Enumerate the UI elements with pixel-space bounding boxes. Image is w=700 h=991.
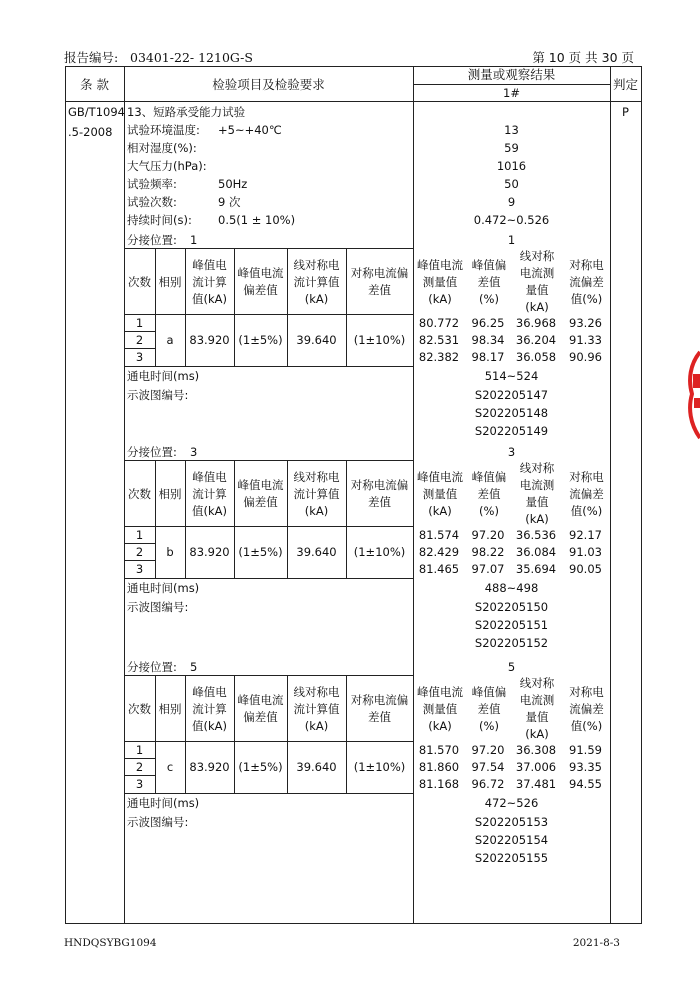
peak-measured: 81.574 bbox=[418, 528, 460, 542]
table-header-sym-dev-cell bbox=[348, 676, 411, 742]
sym-dev-value: (1±10%) bbox=[353, 760, 406, 774]
row-count: 1 bbox=[135, 528, 144, 542]
sample-header: 1# bbox=[503, 86, 520, 100]
sym-dev-value: (1±10%) bbox=[353, 545, 406, 559]
table-header-peak-calc: 峰值电流计算值(kA) bbox=[192, 469, 227, 518]
peak-measured: 81.168 bbox=[418, 777, 460, 791]
tap-value: 1 bbox=[190, 233, 198, 247]
result-header-peak-dev-cell bbox=[469, 461, 509, 527]
row-count: 3 bbox=[135, 777, 144, 791]
energize-label: 通电时间(ms) bbox=[127, 369, 200, 383]
report-number-label: 报告编号: bbox=[64, 50, 119, 65]
test-title: 13、短路承受能力试验 bbox=[127, 105, 246, 119]
table-header-peak-dev-cell bbox=[236, 249, 285, 315]
peak-deviation: 98.22 bbox=[471, 545, 505, 559]
peak-deviation: 98.34 bbox=[471, 333, 505, 347]
row-count: 1 bbox=[135, 743, 144, 757]
table-header-phase-cell bbox=[157, 676, 183, 742]
result-header-peak-dev-cell bbox=[469, 249, 509, 315]
clause-line-2: .5-2008 bbox=[68, 125, 113, 139]
line-calc-value: 39.640 bbox=[296, 545, 337, 559]
peak-measured: 82.429 bbox=[418, 545, 460, 559]
sym-deviation: 91.03 bbox=[569, 545, 602, 559]
condition-requirement: 9 次 bbox=[218, 195, 241, 209]
condition-result: 50 bbox=[504, 177, 519, 191]
verdict-header: 判定 bbox=[612, 77, 638, 92]
peak-deviation: 97.20 bbox=[471, 528, 505, 542]
sym-deviation: 90.96 bbox=[569, 350, 602, 364]
peak-calc-value: 83.920 bbox=[189, 760, 230, 774]
row-count: 3 bbox=[135, 350, 144, 364]
table-header-line-sym-calc-cell bbox=[289, 461, 344, 527]
result-header-peak-dev: 峰值偏差值(%) bbox=[471, 469, 507, 518]
peak-deviation: 96.25 bbox=[471, 316, 505, 330]
energize-value: 488~498 bbox=[484, 581, 539, 595]
items-header: 检验项目及检验要求 bbox=[212, 77, 325, 92]
condition-result: 59 bbox=[504, 141, 519, 155]
result-header-sym-dev: 对称电流偏差值(%) bbox=[569, 257, 604, 306]
result-header-peak-dev-cell bbox=[469, 676, 509, 742]
oscillogram-number: S202205154 bbox=[474, 833, 549, 847]
sym-deviation: 93.26 bbox=[569, 316, 602, 330]
result-header-line-sym-meas: 线对称电流测量值(kA) bbox=[519, 461, 555, 526]
sym-measured: 37.006 bbox=[515, 760, 557, 774]
peak-deviation: 98.17 bbox=[471, 350, 505, 364]
sym-deviation: 91.33 bbox=[569, 333, 602, 347]
condition-label: 相对湿度(%): bbox=[127, 141, 197, 155]
phase-value: a bbox=[166, 333, 174, 347]
peak-deviation: 97.20 bbox=[471, 743, 505, 757]
table-header-sym-dev: 对称电流偏差值 bbox=[350, 478, 409, 509]
tap-value: 5 bbox=[190, 660, 198, 674]
table-header-peak-dev: 峰值电流偏差值 bbox=[237, 478, 284, 509]
condition-label: 持续时间(s): bbox=[127, 213, 192, 227]
result-header-line-sym-meas-cell bbox=[515, 461, 559, 527]
sym-measured: 37.481 bbox=[515, 777, 557, 791]
peak-calc-value: 83.920 bbox=[189, 333, 230, 347]
condition-result: 13 bbox=[504, 123, 519, 137]
table-header-phase-cell bbox=[157, 461, 183, 527]
result-header-peak-meas: 峰值电流测量值(kA) bbox=[417, 684, 463, 733]
sym-measured: 36.536 bbox=[515, 528, 557, 542]
condition-label: 试验次数: bbox=[127, 195, 177, 209]
report-number: 03401-22- 1210G-S bbox=[130, 50, 253, 65]
peak-calc-value: 83.920 bbox=[189, 545, 230, 559]
tap-result: 3 bbox=[507, 445, 516, 459]
table-header-line-sym-calc-cell bbox=[289, 249, 344, 315]
condition-label: 试验环境温度: bbox=[127, 123, 200, 137]
table-header-peak-calc: 峰值电流计算值(kA) bbox=[192, 684, 227, 733]
oscillogram-number: S202205155 bbox=[474, 851, 549, 865]
sym-measured: 36.058 bbox=[515, 350, 557, 364]
peak-deviation: 97.07 bbox=[471, 562, 505, 576]
footer-code: HNDQSYBG1094 bbox=[64, 937, 157, 949]
table-header-count-cell bbox=[126, 676, 153, 742]
table-header-peak-calc-cell bbox=[187, 249, 232, 315]
row-count: 3 bbox=[135, 562, 144, 576]
result-header-sym-dev-cell bbox=[565, 249, 608, 315]
energize-value: 514~524 bbox=[484, 369, 539, 383]
table-header-phase-cell bbox=[157, 249, 183, 315]
tap-result: 5 bbox=[507, 660, 516, 674]
table-header-phase: 相别 bbox=[158, 701, 182, 716]
result-header-sym-dev: 对称电流偏差值(%) bbox=[569, 469, 604, 518]
row-count: 2 bbox=[135, 545, 144, 559]
table-header-line-sym-calc: 线对称电流计算值(kA) bbox=[293, 257, 340, 306]
tap-result: 1 bbox=[507, 233, 516, 247]
energize-value: 472~526 bbox=[484, 796, 539, 810]
phase-value: b bbox=[166, 545, 174, 559]
table-header-peak-dev-cell bbox=[236, 461, 285, 527]
row-count: 2 bbox=[135, 760, 144, 774]
result-header-peak-meas-cell bbox=[417, 676, 463, 742]
peak-measured: 80.772 bbox=[418, 316, 460, 330]
clause-line-1: GB/T1094 bbox=[68, 105, 125, 119]
sym-deviation: 91.59 bbox=[569, 743, 602, 757]
table-header-phase: 相别 bbox=[158, 274, 182, 289]
result-header-sym-dev-cell bbox=[565, 461, 608, 527]
row-count: 2 bbox=[135, 333, 144, 347]
oscillogram-number: S202205148 bbox=[474, 406, 549, 420]
table-header-line-sym-calc: 线对称电流计算值(kA) bbox=[293, 469, 340, 518]
energize-label: 通电时间(ms) bbox=[127, 581, 200, 595]
sym-measured: 35.694 bbox=[515, 562, 557, 576]
tap-label: 分接位置: bbox=[127, 233, 177, 247]
sym-measured: 36.308 bbox=[515, 743, 557, 757]
line-calc-value: 39.640 bbox=[296, 760, 337, 774]
result-header-peak-dev: 峰值偏差值(%) bbox=[471, 684, 507, 733]
table-header-line-sym-calc: 线对称电流计算值(kA) bbox=[293, 684, 340, 733]
peak-measured: 81.465 bbox=[418, 562, 460, 576]
sym-dev-value: (1±10%) bbox=[353, 333, 406, 347]
table-header-count: 次数 bbox=[128, 486, 151, 501]
table-header-peak-calc: 峰值电流计算值(kA) bbox=[192, 257, 227, 306]
peak-deviation: 97.54 bbox=[471, 760, 505, 774]
oscillogram-number: S202205151 bbox=[474, 618, 549, 632]
result-header-line-sym-meas-cell bbox=[515, 249, 559, 315]
sym-measured: 36.204 bbox=[515, 333, 557, 347]
condition-result: 9 bbox=[507, 195, 516, 209]
table-header-sym-dev-cell bbox=[348, 461, 411, 527]
tap-label: 分接位置: bbox=[127, 445, 177, 459]
peak-dev-value: (1±5%) bbox=[238, 333, 283, 347]
result-header-peak-meas-cell bbox=[417, 461, 463, 527]
page-info: 第 10 页 共 30 页 bbox=[532, 50, 634, 65]
oscillogram-number: S202205152 bbox=[474, 636, 549, 650]
result-header-line-sym-meas: 线对称电流测量值(kA) bbox=[519, 249, 555, 314]
peak-dev-value: (1±5%) bbox=[238, 545, 283, 559]
oscillogram-number: S202205147 bbox=[474, 388, 549, 402]
result-header-sym-dev: 对称电流偏差值(%) bbox=[569, 684, 604, 733]
peak-deviation: 96.72 bbox=[471, 777, 505, 791]
sym-measured: 36.968 bbox=[515, 316, 557, 330]
sym-deviation: 94.55 bbox=[569, 777, 602, 791]
tap-label: 分接位置: bbox=[127, 660, 177, 674]
peak-measured: 82.531 bbox=[418, 333, 460, 347]
table-header-count: 次数 bbox=[128, 701, 151, 716]
oscillogram-label: 示波图编号: bbox=[127, 600, 189, 614]
sym-deviation: 92.17 bbox=[569, 528, 602, 542]
result-header-sym-dev-cell bbox=[565, 676, 608, 742]
row-count: 1 bbox=[135, 316, 144, 330]
results-header: 测量或观察结果 bbox=[467, 67, 556, 82]
table-header-peak-dev-cell bbox=[236, 676, 285, 742]
peak-measured: 82.382 bbox=[418, 350, 460, 364]
oscillogram-number: S202205150 bbox=[474, 600, 549, 614]
table-header-phase: 相别 bbox=[158, 486, 182, 501]
table-header-peak-dev: 峰值电流偏差值 bbox=[237, 693, 284, 724]
condition-result: 1016 bbox=[496, 159, 527, 173]
result-header-peak-dev: 峰值偏差值(%) bbox=[471, 257, 507, 306]
verdict: P bbox=[622, 105, 629, 119]
sym-measured: 36.084 bbox=[515, 545, 557, 559]
table-header-sym-dev: 对称电流偏差值 bbox=[350, 693, 409, 724]
result-header-peak-meas-cell bbox=[417, 249, 463, 315]
condition-label: 大气压力(hPa): bbox=[127, 159, 207, 173]
table-header-sym-dev-cell bbox=[348, 249, 411, 315]
table-header-count: 次数 bbox=[128, 274, 151, 289]
seal-fragment bbox=[684, 350, 700, 440]
energize-label: 通电时间(ms) bbox=[127, 796, 200, 810]
oscillogram-label: 示波图编号: bbox=[127, 388, 189, 402]
result-header-peak-meas: 峰值电流测量值(kA) bbox=[417, 257, 463, 306]
oscillogram-number: S202205153 bbox=[474, 815, 549, 829]
table-header-line-sym-calc-cell bbox=[289, 676, 344, 742]
condition-result: 0.472~0.526 bbox=[473, 213, 550, 227]
result-header-line-sym-meas: 线对称电流测量值(kA) bbox=[519, 676, 555, 741]
sym-deviation: 90.05 bbox=[569, 562, 602, 576]
table-header-count-cell bbox=[126, 461, 153, 527]
oscillogram-label: 示波图编号: bbox=[127, 815, 189, 829]
tap-value: 3 bbox=[190, 445, 198, 459]
condition-requirement: +5~+40℃ bbox=[218, 123, 282, 137]
condition-requirement: 50Hz bbox=[218, 177, 248, 191]
clause-header: 条 款 bbox=[80, 77, 109, 92]
result-header-peak-meas: 峰值电流测量值(kA) bbox=[417, 469, 463, 518]
peak-measured: 81.860 bbox=[418, 760, 460, 774]
condition-requirement: 0.5(1 ± 10%) bbox=[218, 213, 296, 227]
line-calc-value: 39.640 bbox=[296, 333, 337, 347]
condition-label: 试验频率: bbox=[127, 177, 177, 191]
table-header-peak-dev: 峰值电流偏差值 bbox=[237, 266, 284, 297]
table-header-count-cell bbox=[126, 249, 153, 315]
sym-deviation: 93.35 bbox=[569, 760, 602, 774]
peak-measured: 81.570 bbox=[418, 743, 460, 757]
footer-date: 2021-8-3 bbox=[572, 937, 620, 949]
table-header-peak-calc-cell bbox=[187, 676, 232, 742]
phase-value: c bbox=[166, 760, 174, 774]
table-header-peak-calc-cell bbox=[187, 461, 232, 527]
result-header-line-sym-meas-cell bbox=[515, 676, 559, 742]
peak-dev-value: (1±5%) bbox=[238, 760, 283, 774]
oscillogram-number: S202205149 bbox=[474, 424, 549, 438]
table-header-sym-dev: 对称电流偏差值 bbox=[350, 266, 409, 297]
